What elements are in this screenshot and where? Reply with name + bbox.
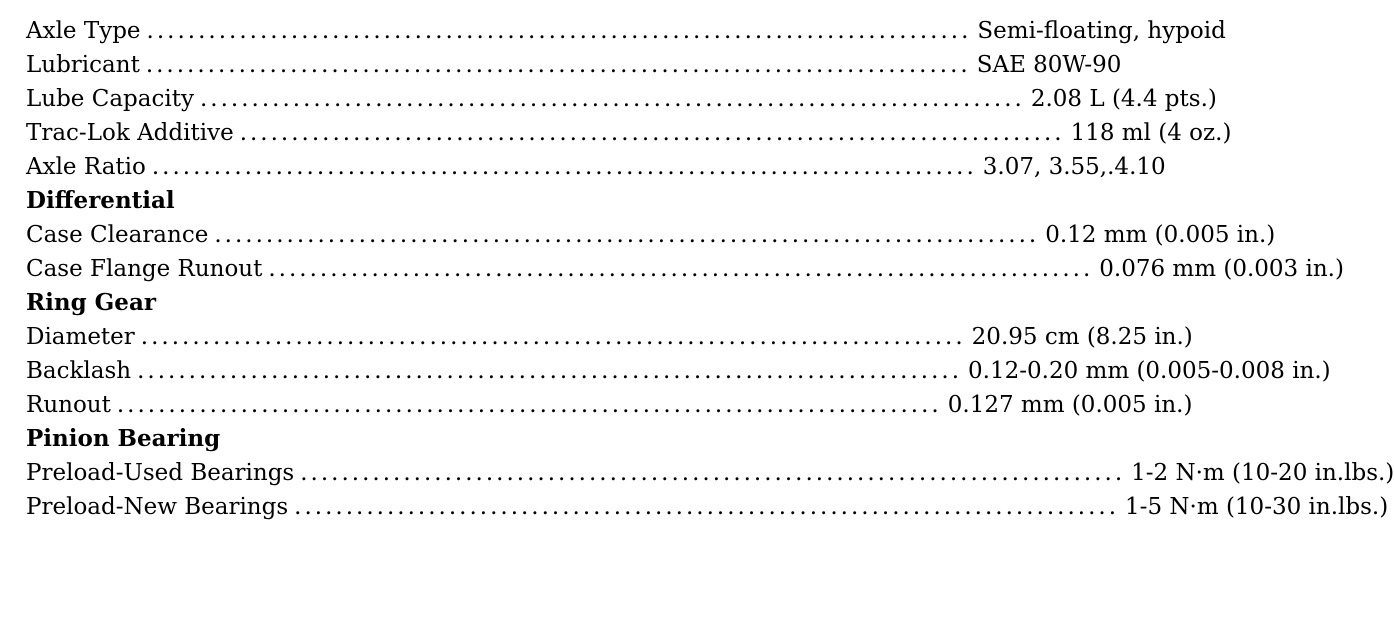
spec-label: Diameter bbox=[26, 324, 135, 350]
spec-label: Trac-Lok Additive bbox=[26, 120, 234, 146]
spec-label: Axle Ratio bbox=[26, 154, 146, 180]
spec-value: 0.12 mm (0.005 in.) bbox=[1045, 222, 1276, 248]
spec-row-axle-ratio bbox=[26, 150, 1166, 184]
spec-value: 1-2 N·m (10-20 in.lbs.) bbox=[1131, 460, 1394, 486]
spec-label: Backlash bbox=[26, 358, 132, 384]
spec-table bbox=[26, 14, 1394, 524]
spec-row-trac-lok-additive bbox=[26, 116, 1232, 150]
dot-leader: ................................................................................ bbox=[116, 392, 942, 418]
spec-row-case-clearance bbox=[26, 218, 1276, 252]
spec-value: 0.127 mm (0.005 in.) bbox=[947, 392, 1193, 418]
dot-leader: ................................................................................ bbox=[199, 86, 1025, 112]
spec-value: 118 ml (4 oz.) bbox=[1070, 120, 1232, 146]
spec-row-preload-used-bearings bbox=[26, 456, 1394, 490]
dot-leader: ................................................................................ bbox=[146, 18, 972, 44]
spec-value: 0.076 mm (0.003 in.) bbox=[1099, 256, 1344, 282]
spec-value: 1-5 N·m (10-30 in.lbs.) bbox=[1125, 494, 1389, 520]
spec-row-case-flange-runout bbox=[26, 252, 1344, 286]
spec-row-preload-new-bearings bbox=[26, 490, 1389, 524]
dot-leader: ................................................................................ bbox=[268, 256, 1094, 282]
dot-leader: ................................................................................ bbox=[294, 494, 1120, 520]
dot-leader: ................................................................................ bbox=[239, 120, 1065, 146]
spec-value: SAE 80W-90 bbox=[976, 52, 1122, 78]
dot-leader: ................................................................................ bbox=[145, 52, 971, 78]
dot-leader: ................................................................................ bbox=[140, 324, 966, 350]
spec-label: Preload-Used Bearings bbox=[26, 460, 295, 486]
spec-row-diameter bbox=[26, 320, 1193, 354]
spec-label: Preload-New Bearings bbox=[26, 494, 289, 520]
spec-value: 0.12-0.20 mm (0.005-0.008 in.) bbox=[968, 358, 1331, 384]
spec-value: 2.08 L (4.4 pts.) bbox=[1030, 86, 1217, 112]
section-heading-ring-gear: Ring Gear bbox=[26, 289, 156, 316]
section-heading-pinion-bearing: Pinion Bearing bbox=[26, 425, 221, 452]
spec-value: 20.95 cm (8.25 in.) bbox=[971, 324, 1193, 350]
spec-value: 3.07, 3.55,.4.10 bbox=[982, 154, 1166, 180]
spec-label: Axle Type bbox=[26, 18, 141, 44]
dot-leader: ................................................................................ bbox=[214, 222, 1040, 248]
spec-row-runout bbox=[26, 388, 1193, 422]
spec-row-axle-type bbox=[26, 14, 1226, 48]
spec-row-lube-capacity bbox=[26, 82, 1217, 116]
spec-label: Case Flange Runout bbox=[26, 256, 263, 282]
spec-label: Lubricant bbox=[26, 52, 140, 78]
spec-row-backlash bbox=[26, 354, 1331, 388]
spec-label: Lube Capacity bbox=[26, 86, 194, 112]
spec-row-lubricant bbox=[26, 48, 1122, 82]
section-heading-differential: Differential bbox=[26, 187, 175, 214]
spec-label: Case Clearance bbox=[26, 222, 209, 248]
spec-label: Runout bbox=[26, 392, 111, 418]
dot-leader: ................................................................................ bbox=[300, 460, 1126, 486]
dot-leader: ................................................................................ bbox=[151, 154, 977, 180]
spec-value: Semi-floating, hypoid bbox=[977, 18, 1226, 44]
dot-leader: ................................................................................ bbox=[137, 358, 963, 384]
